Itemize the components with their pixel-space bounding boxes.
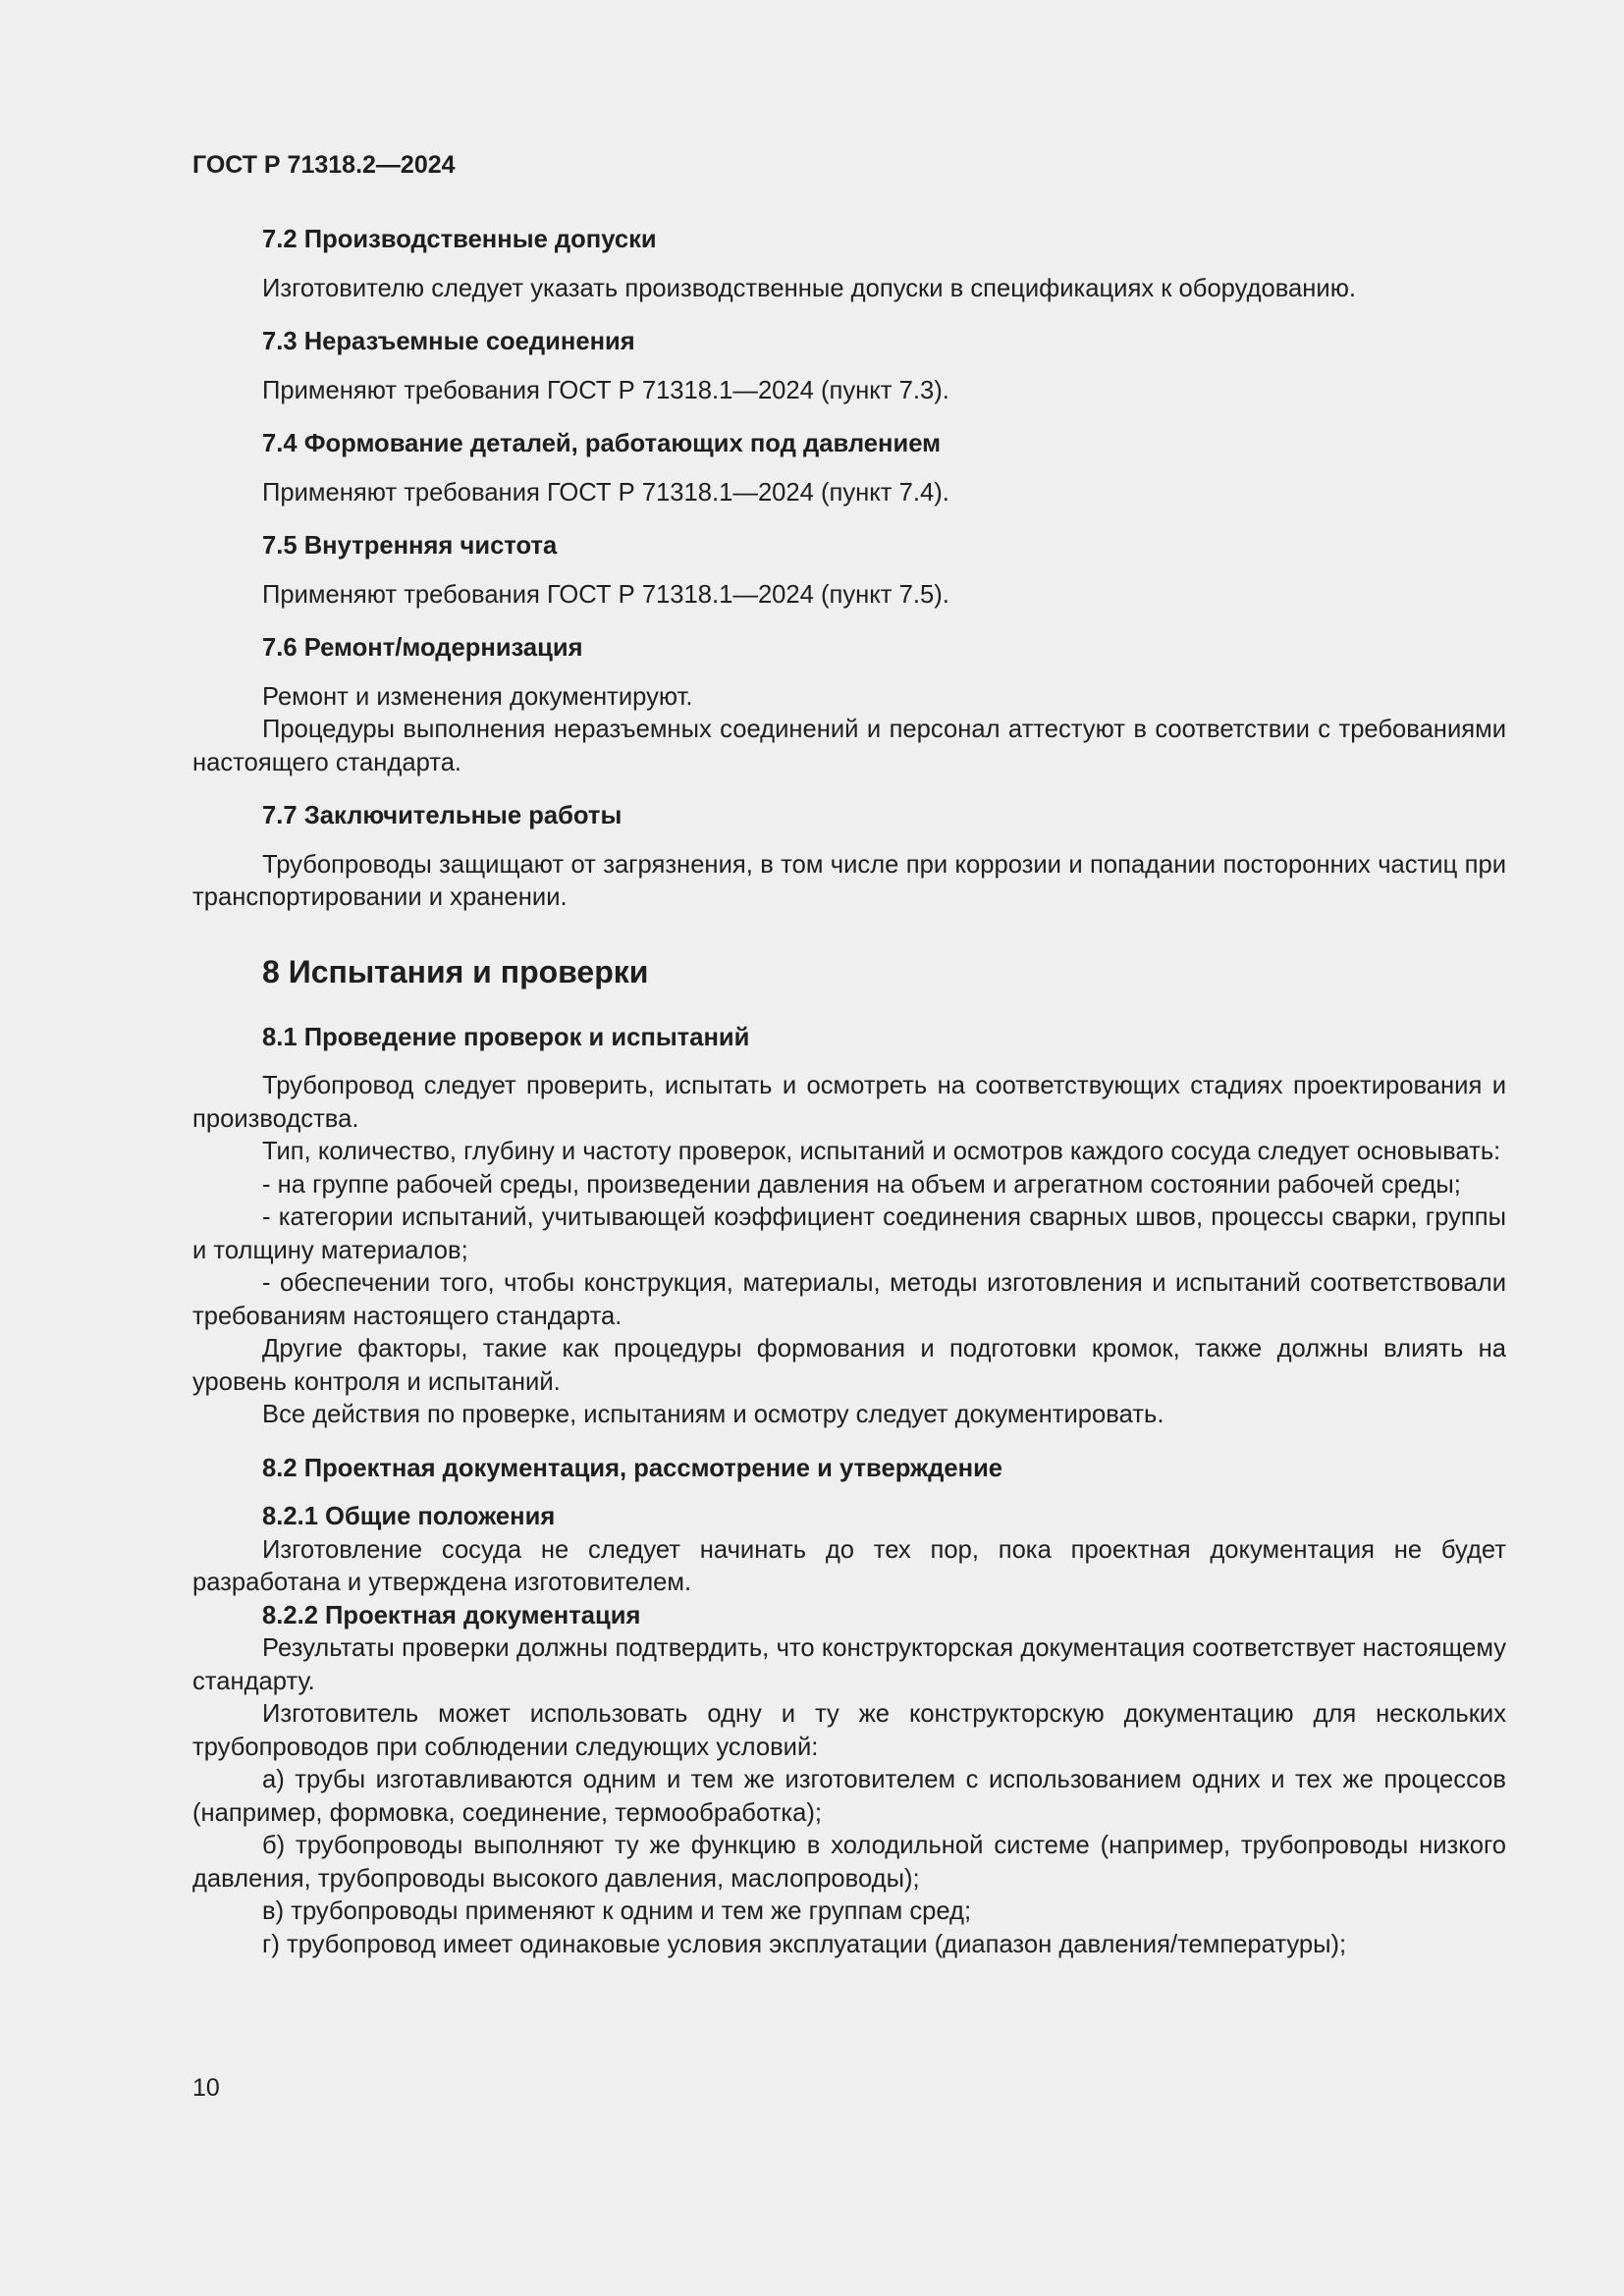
page-number: 10 bbox=[192, 2074, 220, 2102]
section-7-2-title: 7.2 Производственные допуски bbox=[262, 226, 657, 253]
section-8-2-2-text-1: Результаты проверки должны подтвердить, что конструкторская документация соответствует настоящему стандарту. bbox=[192, 1634, 1506, 1695]
section-7-5-title: 7.5 Внутренняя чистота bbox=[262, 532, 558, 560]
section-8-1-text-4: Все действия по проверке, испытаниям и осмотру следует документировать. bbox=[262, 1401, 1164, 1428]
section-7-3-text: Применяют требования ГОСТ Р 71318.1—2024 (пункт 7.3). bbox=[262, 376, 949, 404]
section-7-6-text-2: Процедуры выполнения неразъемных соединений и персонал аттестуют в соответствии с требованиями настоящего стандарта. bbox=[192, 716, 1506, 776]
section-7-7-text: Трубопроводы защищают от загрязнения, в том числе при коррозии и попадании посторонних частиц при транспортировании и хранении. bbox=[192, 850, 1506, 911]
document-body bbox=[192, 224, 1506, 1961]
section-7-6-text-1: Ремонт и изменения документируют. bbox=[262, 682, 693, 711]
section-7-7-title: 7.7 Заключительные работы bbox=[262, 802, 623, 829]
section-8-1-title: 8.1 Проведение проверок и испытаний bbox=[262, 1023, 750, 1051]
section-8-1-list-item-1: - на группе рабочей среды, произведении давления на объем и агрегатном состоянии рабочей среды; bbox=[262, 1170, 1461, 1199]
section-7-3-title: 7.3 Неразъемные соединения bbox=[262, 328, 635, 355]
section-8-2-2-item-g: г) трубопровод имеет одинаковые условия эксплуатации (диапазон давления/температуры); bbox=[262, 1930, 1347, 1958]
section-8-1-text-3: Другие факторы, такие как процедуры формования и подготовки кромок, также должны влиять на уровень контроля и испытаний. bbox=[192, 1335, 1506, 1396]
section-8-1-text-1: Трубопровод следует проверить, испытать и осмотреть на соответствующих стадиях проектирования и производства. bbox=[192, 1072, 1506, 1133]
section-8-2-2-title: 8.2.2 Проектная документация bbox=[262, 1601, 641, 1629]
section-8-2-1-title: 8.2.1 Общие положения bbox=[262, 1503, 556, 1530]
section-8-1-list-item-2: - категории испытаний, учитывающей коэффициент соединения сварных швов, процессы сварки, группы и толщину материалов; bbox=[192, 1203, 1506, 1264]
section-8-2-title: 8.2 Проектная документация, рассмотрение и утверждение bbox=[262, 1454, 1003, 1482]
section-8-1-list-item-3: - обеспечении того, чтобы конструкция, материалы, методы изготовления и испытаний соответствовали требованиям настоящего стандарта. bbox=[192, 1269, 1506, 1330]
section-7-5-text: Применяют требования ГОСТ Р 71318.1—2024 (пункт 7.5). bbox=[262, 580, 949, 609]
section-7-4-title: 7.4 Формование деталей, работающих под давлением bbox=[262, 430, 942, 457]
section-7-6-title: 7.6 Ремонт/модернизация bbox=[262, 634, 583, 662]
section-8-2-2-text-2: Изготовитель может использовать одну и ту же конструкторскую документацию для нескольких трубопроводов при соблюдении следующих условий: bbox=[192, 1700, 1506, 1761]
document-code-header: ГОСТ Р 71318.2—2024 bbox=[192, 151, 456, 179]
section-8-2-2-item-a: а) трубы изготавливаются одним и тем же изготовителем с использованием одних и тех же процессов (например, формовка, соединение, термообработка); bbox=[192, 1766, 1506, 1827]
section-7-4-text: Применяют требования ГОСТ Р 71318.1—2024 (пункт 7.4). bbox=[262, 478, 949, 507]
section-8-title: 8 Испытания и проверки bbox=[262, 953, 649, 989]
section-7-2-text: Изготовителю следует указать производственные допуски в спецификациях к оборудованию. bbox=[262, 274, 1357, 302]
section-8-2-2-item-v: в) трубопроводы применяют к одним и тем же группам сред; bbox=[262, 1897, 972, 1925]
section-8-2-1-text: Изготовление сосуда не следует начинать до тех пор, пока проектная документация не будет разработана и утверждена изготовителем. bbox=[192, 1535, 1506, 1596]
section-8-2-2-item-b: б) трубопроводы выполняют ту же функцию в холодильной системе (например, трубопроводы низкого давления, трубопроводы высокого давления, маслопроводы); bbox=[192, 1832, 1506, 1893]
section-8-1-text-2: Тип, количество, глубину и частоту проверок, испытаний и осмотров каждого сосуда следует основывать: bbox=[262, 1138, 1501, 1165]
